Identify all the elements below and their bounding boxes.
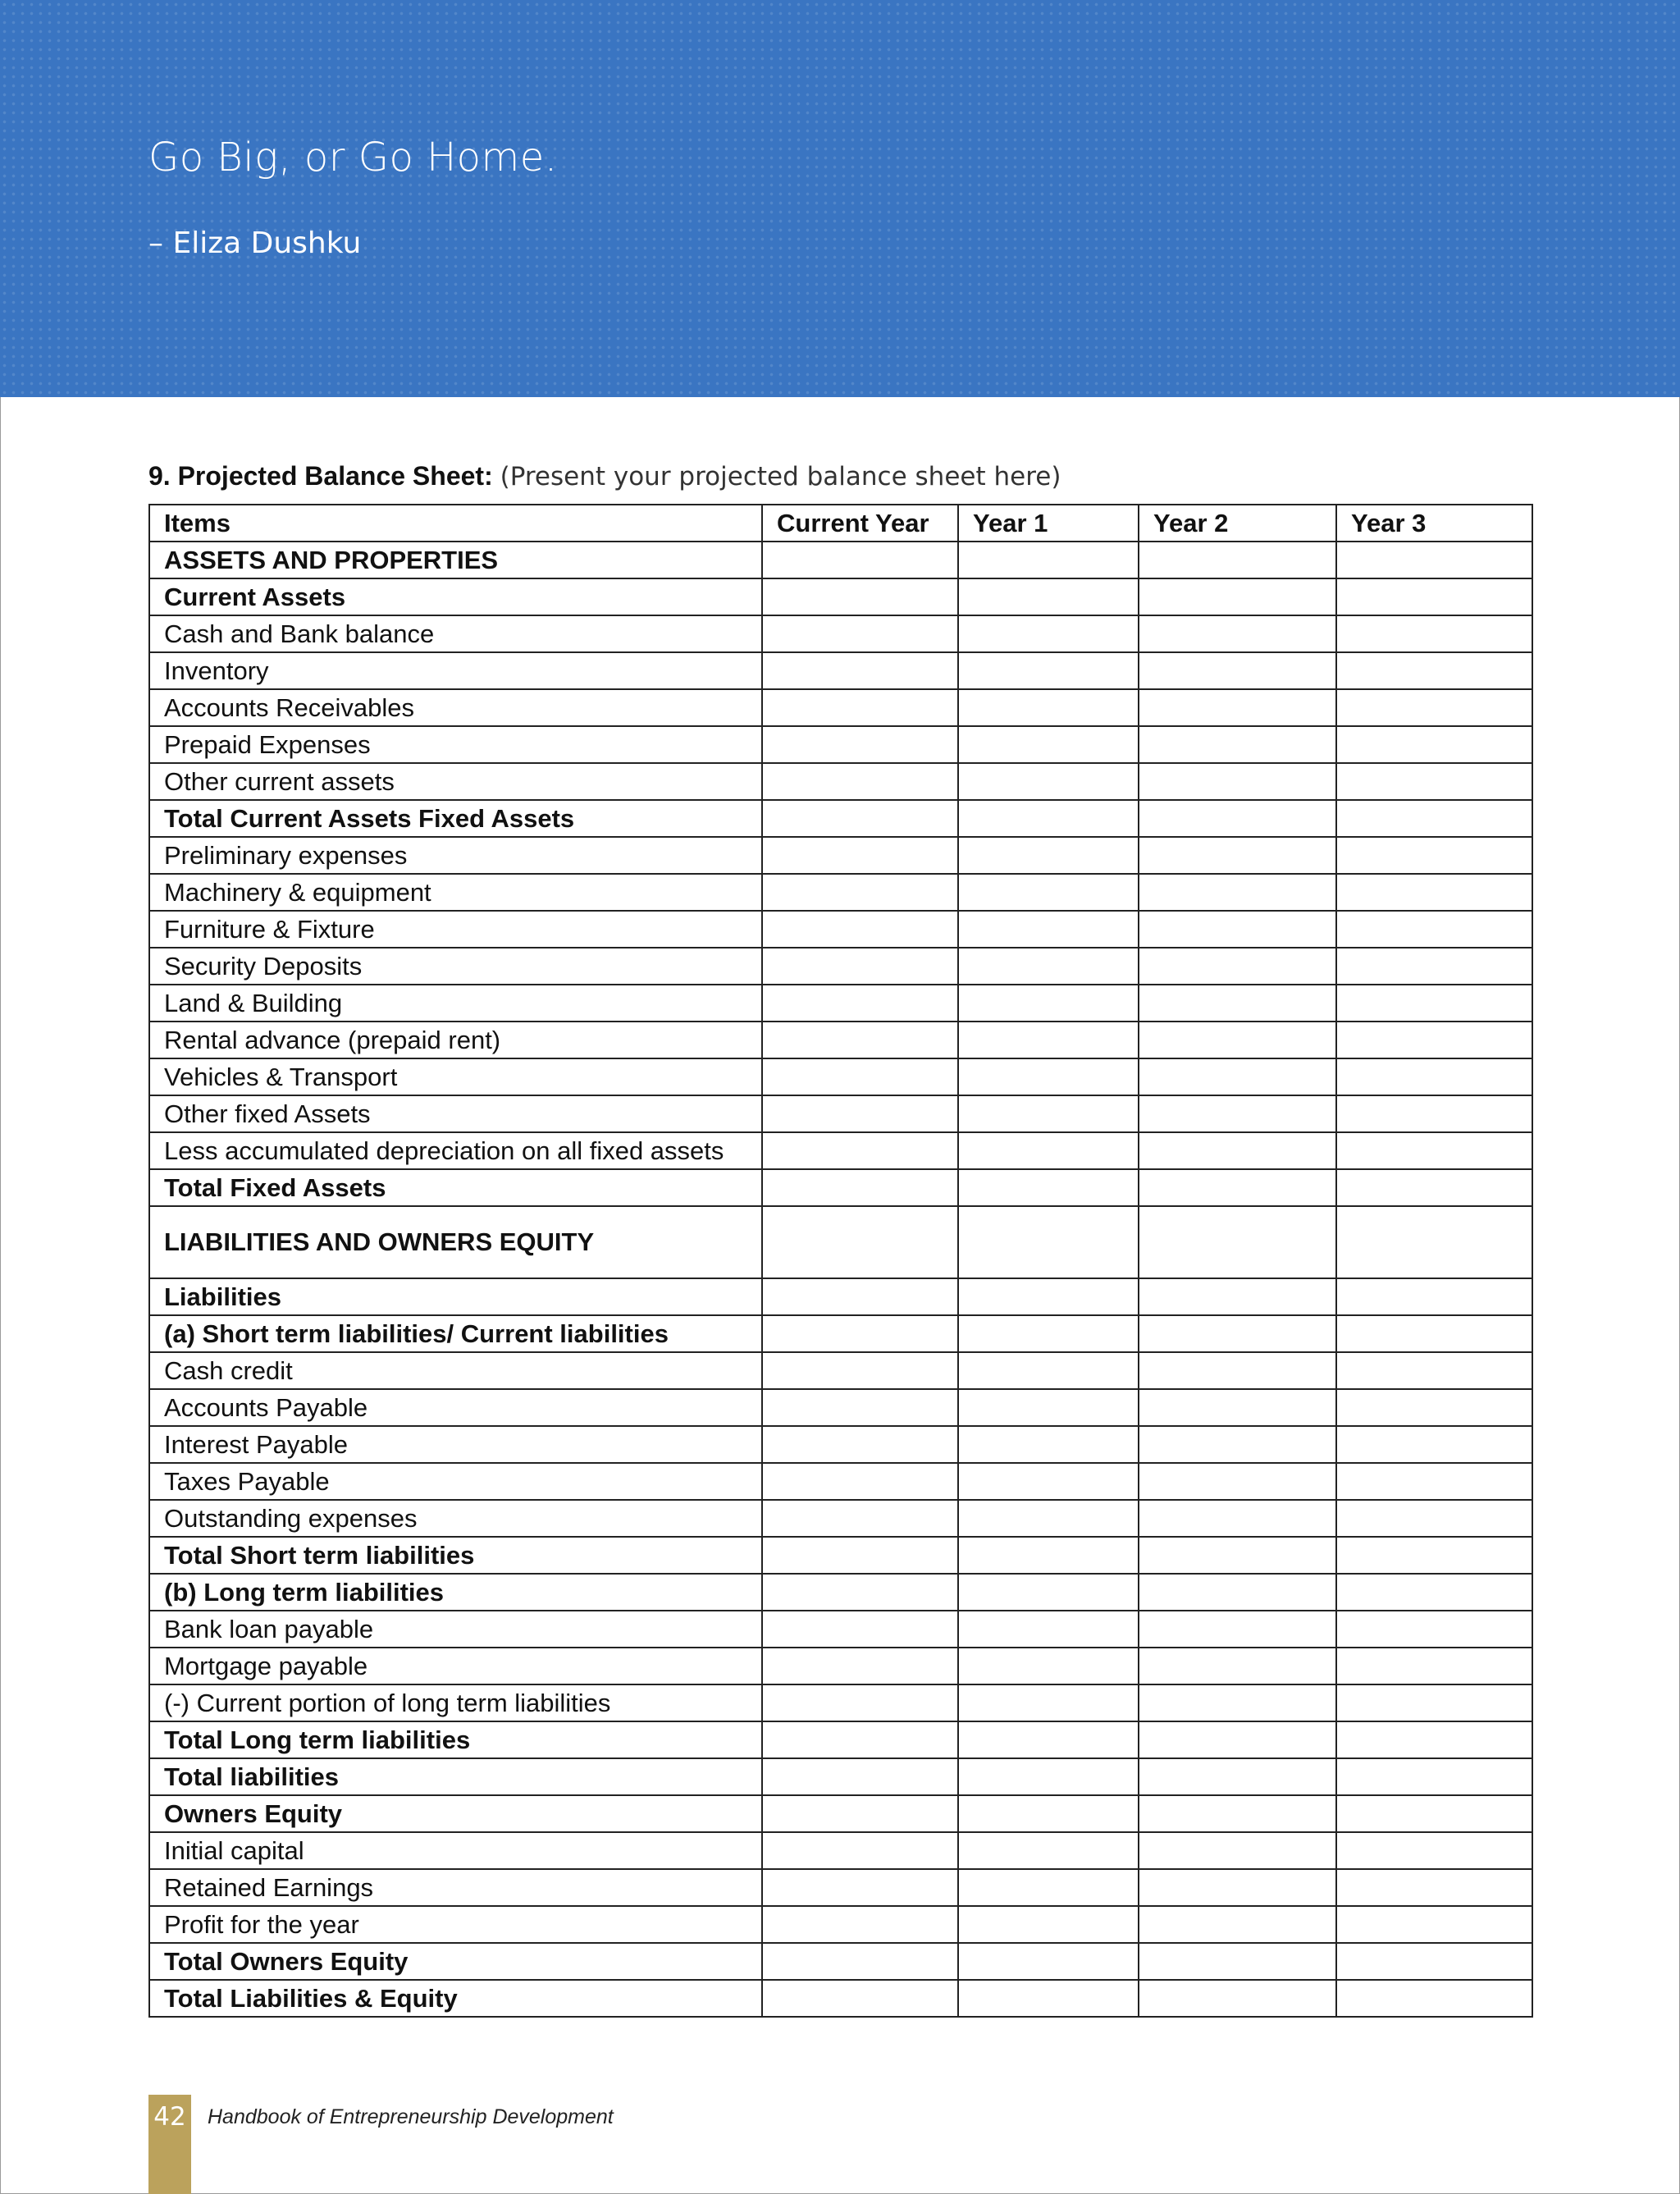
value-cell-current-year[interactable] xyxy=(762,578,958,615)
value-cell-year-3[interactable] xyxy=(1336,615,1532,652)
value-cell-year-2[interactable] xyxy=(1139,726,1336,763)
value-cell-current-year[interactable] xyxy=(762,1058,958,1095)
table-row xyxy=(149,837,1532,874)
page-number: 42 xyxy=(153,2102,186,2132)
value-cell-year-1[interactable] xyxy=(958,578,1139,615)
value-cell-year-2[interactable] xyxy=(1139,1648,1336,1684)
value-cell-year-1[interactable] xyxy=(958,1684,1139,1721)
value-cell-year-1[interactable] xyxy=(958,1832,1139,1869)
value-cell-year-1[interactable] xyxy=(958,1574,1139,1611)
value-cell-current-year[interactable] xyxy=(762,652,958,689)
value-cell-current-year[interactable] xyxy=(762,1574,958,1611)
table-row xyxy=(149,578,1532,615)
row-label: Owners Equity xyxy=(149,1795,762,1832)
value-cell-current-year[interactable] xyxy=(762,1795,958,1832)
row-label: Interest Payable xyxy=(149,1426,762,1463)
row-label: Total Long term liabilities xyxy=(149,1721,762,1758)
value-cell-year-1[interactable] xyxy=(958,1389,1139,1426)
table-row xyxy=(149,1943,1532,1980)
section-title: 9. Projected Balance Sheet: xyxy=(148,461,493,491)
value-cell-year-1[interactable] xyxy=(958,1206,1139,1278)
value-cell-current-year[interactable] xyxy=(762,1721,958,1758)
value-cell-year-1[interactable] xyxy=(958,1315,1139,1352)
value-cell-year-1[interactable] xyxy=(958,1648,1139,1684)
value-cell-year-1[interactable] xyxy=(958,1022,1139,1058)
value-cell-current-year[interactable] xyxy=(762,1132,958,1169)
table-row xyxy=(149,726,1532,763)
value-cell-year-1[interactable] xyxy=(958,763,1139,800)
value-cell-current-year[interactable] xyxy=(762,1758,958,1795)
value-cell-year-2[interactable] xyxy=(1139,1389,1336,1426)
value-cell-year-3[interactable] xyxy=(1336,911,1532,948)
value-cell-year-1[interactable] xyxy=(958,615,1139,652)
value-cell-current-year[interactable] xyxy=(762,1943,958,1980)
value-cell-year-2[interactable] xyxy=(1139,542,1336,578)
value-cell-year-1[interactable] xyxy=(958,1611,1139,1648)
value-cell-current-year[interactable] xyxy=(762,1315,958,1352)
row-label: Total Current Assets Fixed Assets xyxy=(149,800,762,837)
table-row xyxy=(149,1426,1532,1463)
value-cell-year-3[interactable] xyxy=(1336,689,1532,726)
table-row xyxy=(149,985,1532,1022)
value-cell-current-year[interactable] xyxy=(762,1463,958,1500)
value-cell-year-2[interactable] xyxy=(1139,800,1336,837)
row-label: Other current assets xyxy=(149,763,762,800)
value-cell-year-1[interactable] xyxy=(958,800,1139,837)
value-cell-year-2[interactable] xyxy=(1139,652,1336,689)
table-row xyxy=(149,1315,1532,1352)
value-cell-year-2[interactable] xyxy=(1139,689,1336,726)
value-cell-year-1[interactable] xyxy=(958,1463,1139,1500)
value-cell-year-3[interactable] xyxy=(1336,1574,1532,1611)
row-label: Outstanding expenses xyxy=(149,1500,762,1537)
value-cell-year-3[interactable] xyxy=(1336,1463,1532,1500)
value-cell-year-3[interactable] xyxy=(1336,1095,1532,1132)
row-label: Bank loan payable xyxy=(149,1611,762,1648)
balance-sheet-table xyxy=(148,504,1533,2018)
value-cell-year-1[interactable] xyxy=(958,726,1139,763)
value-cell-year-3[interactable] xyxy=(1336,726,1532,763)
value-cell-year-3[interactable] xyxy=(1336,948,1532,985)
table-body xyxy=(149,542,1532,2017)
value-cell-year-3[interactable] xyxy=(1336,1611,1532,1648)
value-cell-year-3[interactable] xyxy=(1336,1721,1532,1758)
value-cell-year-2[interactable] xyxy=(1139,985,1336,1022)
value-cell-year-2[interactable] xyxy=(1139,1795,1336,1832)
value-cell-year-3[interactable] xyxy=(1336,800,1532,837)
section-note: (Present your projected balance sheet here) xyxy=(500,462,1061,491)
row-label: Land & Building xyxy=(149,985,762,1022)
value-cell-year-1[interactable] xyxy=(958,1169,1139,1206)
value-cell-year-3[interactable] xyxy=(1336,1500,1532,1537)
value-cell-year-2[interactable] xyxy=(1139,1426,1336,1463)
table-row xyxy=(149,1758,1532,1795)
value-cell-year-3[interactable] xyxy=(1336,837,1532,874)
value-cell-year-2[interactable] xyxy=(1139,837,1336,874)
value-cell-current-year[interactable] xyxy=(762,1389,958,1426)
value-cell-current-year[interactable] xyxy=(762,874,958,911)
value-cell-year-2[interactable] xyxy=(1139,1943,1336,1980)
value-cell-year-2[interactable] xyxy=(1139,1537,1336,1574)
value-cell-year-3[interactable] xyxy=(1336,874,1532,911)
table-row xyxy=(149,1352,1532,1389)
value-cell-current-year[interactable] xyxy=(762,1648,958,1684)
value-cell-current-year[interactable] xyxy=(762,1095,958,1132)
table-row xyxy=(149,1611,1532,1648)
value-cell-year-1[interactable] xyxy=(958,1721,1139,1758)
value-cell-current-year[interactable] xyxy=(762,1611,958,1648)
footer-book-title: Handbook of Entrepreneurship Development xyxy=(208,2105,614,2128)
value-cell-year-2[interactable] xyxy=(1139,1906,1336,1943)
row-label: Total Short term liabilities xyxy=(149,1537,762,1574)
value-cell-year-3[interactable] xyxy=(1336,1795,1532,1832)
value-cell-current-year[interactable] xyxy=(762,1980,958,2017)
value-cell-year-1[interactable] xyxy=(958,837,1139,874)
value-cell-current-year[interactable] xyxy=(762,1832,958,1869)
row-label: Accounts Receivables xyxy=(149,689,762,726)
value-cell-year-1[interactable] xyxy=(958,1426,1139,1463)
table-row xyxy=(149,763,1532,800)
value-cell-year-1[interactable] xyxy=(958,542,1139,578)
quote-author: – Eliza Dushku xyxy=(148,226,362,260)
table-row xyxy=(149,1980,1532,2017)
value-cell-current-year[interactable] xyxy=(762,542,958,578)
value-cell-year-1[interactable] xyxy=(958,874,1139,911)
value-cell-year-3[interactable] xyxy=(1336,1389,1532,1426)
value-cell-year-1[interactable] xyxy=(958,1869,1139,1906)
value-cell-year-3[interactable] xyxy=(1336,1022,1532,1058)
value-cell-year-3[interactable] xyxy=(1336,1943,1532,1980)
value-cell-year-2[interactable] xyxy=(1139,763,1336,800)
table-row xyxy=(149,874,1532,911)
value-cell-year-1[interactable] xyxy=(958,1795,1139,1832)
value-cell-year-2[interactable] xyxy=(1139,1315,1336,1352)
row-label: Accounts Payable xyxy=(149,1389,762,1426)
row-label: Less accumulated depreciation on all fixed assets xyxy=(149,1132,762,1169)
value-cell-year-3[interactable] xyxy=(1336,578,1532,615)
value-cell-current-year[interactable] xyxy=(762,1684,958,1721)
row-label: Current Assets xyxy=(149,578,762,615)
value-cell-current-year[interactable] xyxy=(762,800,958,837)
column-header-year-3: Year 3 xyxy=(1336,505,1532,542)
value-cell-year-3[interactable] xyxy=(1336,985,1532,1022)
table-row xyxy=(149,542,1532,578)
value-cell-current-year[interactable] xyxy=(762,689,958,726)
value-cell-current-year[interactable] xyxy=(762,1537,958,1574)
value-cell-year-1[interactable] xyxy=(958,948,1139,985)
value-cell-year-2[interactable] xyxy=(1139,1022,1336,1058)
table-row xyxy=(149,689,1532,726)
value-cell-year-1[interactable] xyxy=(958,1758,1139,1795)
table-row xyxy=(149,1648,1532,1684)
row-label: Inventory xyxy=(149,652,762,689)
value-cell-current-year[interactable] xyxy=(762,1500,958,1537)
row-label: Cash and Bank balance xyxy=(149,615,762,652)
value-cell-year-2[interactable] xyxy=(1139,911,1336,948)
value-cell-current-year[interactable] xyxy=(762,615,958,652)
value-cell-year-3[interactable] xyxy=(1336,1758,1532,1795)
table-row xyxy=(149,1169,1532,1206)
value-cell-year-3[interactable] xyxy=(1336,1426,1532,1463)
row-label: Vehicles & Transport xyxy=(149,1058,762,1095)
value-cell-year-3[interactable] xyxy=(1336,1352,1532,1389)
table-row xyxy=(149,1721,1532,1758)
value-cell-year-1[interactable] xyxy=(958,1132,1139,1169)
value-cell-year-1[interactable] xyxy=(958,689,1139,726)
value-cell-year-1[interactable] xyxy=(958,652,1139,689)
value-cell-year-3[interactable] xyxy=(1336,1278,1532,1315)
value-cell-year-2[interactable] xyxy=(1139,874,1336,911)
value-cell-year-1[interactable] xyxy=(958,1500,1139,1537)
table-row xyxy=(149,1463,1532,1500)
row-label: Total Owners Equity xyxy=(149,1943,762,1980)
value-cell-year-1[interactable] xyxy=(958,911,1139,948)
section-heading xyxy=(148,461,1061,491)
row-label: Furniture & Fixture xyxy=(149,911,762,948)
row-label: Total liabilities xyxy=(149,1758,762,1795)
value-cell-year-3[interactable] xyxy=(1336,1869,1532,1906)
row-label: LIABILITIES AND OWNERS EQUITY xyxy=(149,1206,762,1278)
row-label: Retained Earnings xyxy=(149,1869,762,1906)
column-header-items: Items xyxy=(149,505,762,542)
table-row xyxy=(149,1832,1532,1869)
table-row xyxy=(149,1537,1532,1574)
table-row xyxy=(149,1132,1532,1169)
value-cell-year-1[interactable] xyxy=(958,1352,1139,1389)
row-label: Total Liabilities & Equity xyxy=(149,1980,762,2017)
row-label: Cash credit xyxy=(149,1352,762,1389)
table-row xyxy=(149,800,1532,837)
value-cell-year-2[interactable] xyxy=(1139,1980,1336,2017)
value-cell-year-2[interactable] xyxy=(1139,1132,1336,1169)
value-cell-year-2[interactable] xyxy=(1139,1611,1336,1648)
table-row xyxy=(149,948,1532,985)
table-row xyxy=(149,1574,1532,1611)
value-cell-current-year[interactable] xyxy=(762,1169,958,1206)
row-label: Rental advance (prepaid rent) xyxy=(149,1022,762,1058)
table-row xyxy=(149,1206,1532,1278)
row-label: Mortgage payable xyxy=(149,1648,762,1684)
value-cell-current-year[interactable] xyxy=(762,763,958,800)
value-cell-year-1[interactable] xyxy=(958,1058,1139,1095)
table-row xyxy=(149,1869,1532,1906)
value-cell-year-3[interactable] xyxy=(1336,1315,1532,1352)
value-cell-year-3[interactable] xyxy=(1336,1906,1532,1943)
row-label: ASSETS AND PROPERTIES xyxy=(149,542,762,578)
row-label: Prepaid Expenses xyxy=(149,726,762,763)
row-label: Total Fixed Assets xyxy=(149,1169,762,1206)
value-cell-year-2[interactable] xyxy=(1139,1352,1336,1389)
column-header-year-1: Year 1 xyxy=(958,505,1139,542)
table-row xyxy=(149,1058,1532,1095)
value-cell-year-2[interactable] xyxy=(1139,1721,1336,1758)
value-cell-year-2[interactable] xyxy=(1139,1684,1336,1721)
value-cell-year-2[interactable] xyxy=(1139,1500,1336,1537)
table-row xyxy=(149,1906,1532,1943)
value-cell-year-2[interactable] xyxy=(1139,1169,1336,1206)
value-cell-current-year[interactable] xyxy=(762,1869,958,1906)
row-label: (a) Short term liabilities/ Current liabilities xyxy=(149,1315,762,1352)
value-cell-current-year[interactable] xyxy=(762,911,958,948)
table-row xyxy=(149,1278,1532,1315)
value-cell-current-year[interactable] xyxy=(762,1352,958,1389)
table-row xyxy=(149,1684,1532,1721)
value-cell-year-3[interactable] xyxy=(1336,652,1532,689)
value-cell-current-year[interactable] xyxy=(762,726,958,763)
value-cell-current-year[interactable] xyxy=(762,1426,958,1463)
value-cell-current-year[interactable] xyxy=(762,1206,958,1278)
value-cell-year-2[interactable] xyxy=(1139,1058,1336,1095)
value-cell-year-2[interactable] xyxy=(1139,1869,1336,1906)
value-cell-current-year[interactable] xyxy=(762,1022,958,1058)
column-header-year-2: Year 2 xyxy=(1139,505,1336,542)
value-cell-current-year[interactable] xyxy=(762,1278,958,1315)
row-label: Profit for the year xyxy=(149,1906,762,1943)
value-cell-current-year[interactable] xyxy=(762,948,958,985)
row-label: Security Deposits xyxy=(149,948,762,985)
table-row xyxy=(149,1500,1532,1537)
header-banner xyxy=(0,0,1680,397)
row-label: Other fixed Assets xyxy=(149,1095,762,1132)
table-header-row xyxy=(149,505,1532,542)
value-cell-year-3[interactable] xyxy=(1336,1648,1532,1684)
table-row xyxy=(149,911,1532,948)
value-cell-year-3[interactable] xyxy=(1336,1832,1532,1869)
table-row xyxy=(149,1389,1532,1426)
column-header-current-year: Current Year xyxy=(762,505,958,542)
value-cell-year-2[interactable] xyxy=(1139,578,1336,615)
value-cell-year-3[interactable] xyxy=(1336,1206,1532,1278)
value-cell-year-1[interactable] xyxy=(958,985,1139,1022)
table-row xyxy=(149,615,1532,652)
value-cell-year-3[interactable] xyxy=(1336,1684,1532,1721)
table-row xyxy=(149,1095,1532,1132)
value-cell-year-1[interactable] xyxy=(958,1095,1139,1132)
value-cell-year-2[interactable] xyxy=(1139,1574,1336,1611)
value-cell-year-3[interactable] xyxy=(1336,542,1532,578)
row-label: Machinery & equipment xyxy=(149,874,762,911)
value-cell-year-3[interactable] xyxy=(1336,1537,1532,1574)
row-label: Liabilities xyxy=(149,1278,762,1315)
table-row xyxy=(149,1795,1532,1832)
row-label: (-) Current portion of long term liabilities xyxy=(149,1684,762,1721)
value-cell-year-3[interactable] xyxy=(1336,1132,1532,1169)
row-label: Initial capital xyxy=(149,1832,762,1869)
value-cell-year-2[interactable] xyxy=(1139,615,1336,652)
value-cell-year-2[interactable] xyxy=(1139,1095,1336,1132)
value-cell-year-1[interactable] xyxy=(958,1278,1139,1315)
value-cell-year-2[interactable] xyxy=(1139,1758,1336,1795)
quote-text: Go Big, or Go Home. xyxy=(148,135,558,181)
value-cell-year-3[interactable] xyxy=(1336,1058,1532,1095)
value-cell-year-1[interactable] xyxy=(958,1906,1139,1943)
table-row xyxy=(149,652,1532,689)
value-cell-year-3[interactable] xyxy=(1336,763,1532,800)
row-label: (b) Long term liabilities xyxy=(149,1574,762,1611)
value-cell-year-2[interactable] xyxy=(1139,948,1336,985)
value-cell-year-1[interactable] xyxy=(958,1980,1139,2017)
value-cell-year-2[interactable] xyxy=(1139,1463,1336,1500)
value-cell-current-year[interactable] xyxy=(762,985,958,1022)
value-cell-current-year[interactable] xyxy=(762,1906,958,1943)
value-cell-year-2[interactable] xyxy=(1139,1206,1336,1278)
row-label: Preliminary expenses xyxy=(149,837,762,874)
value-cell-year-1[interactable] xyxy=(958,1537,1139,1574)
table-row xyxy=(149,1022,1532,1058)
value-cell-current-year[interactable] xyxy=(762,837,958,874)
value-cell-year-2[interactable] xyxy=(1139,1832,1336,1869)
value-cell-year-3[interactable] xyxy=(1336,1169,1532,1206)
row-label: Taxes Payable xyxy=(149,1463,762,1500)
value-cell-year-2[interactable] xyxy=(1139,1278,1336,1315)
value-cell-year-3[interactable] xyxy=(1336,1980,1532,2017)
value-cell-year-1[interactable] xyxy=(958,1943,1139,1980)
